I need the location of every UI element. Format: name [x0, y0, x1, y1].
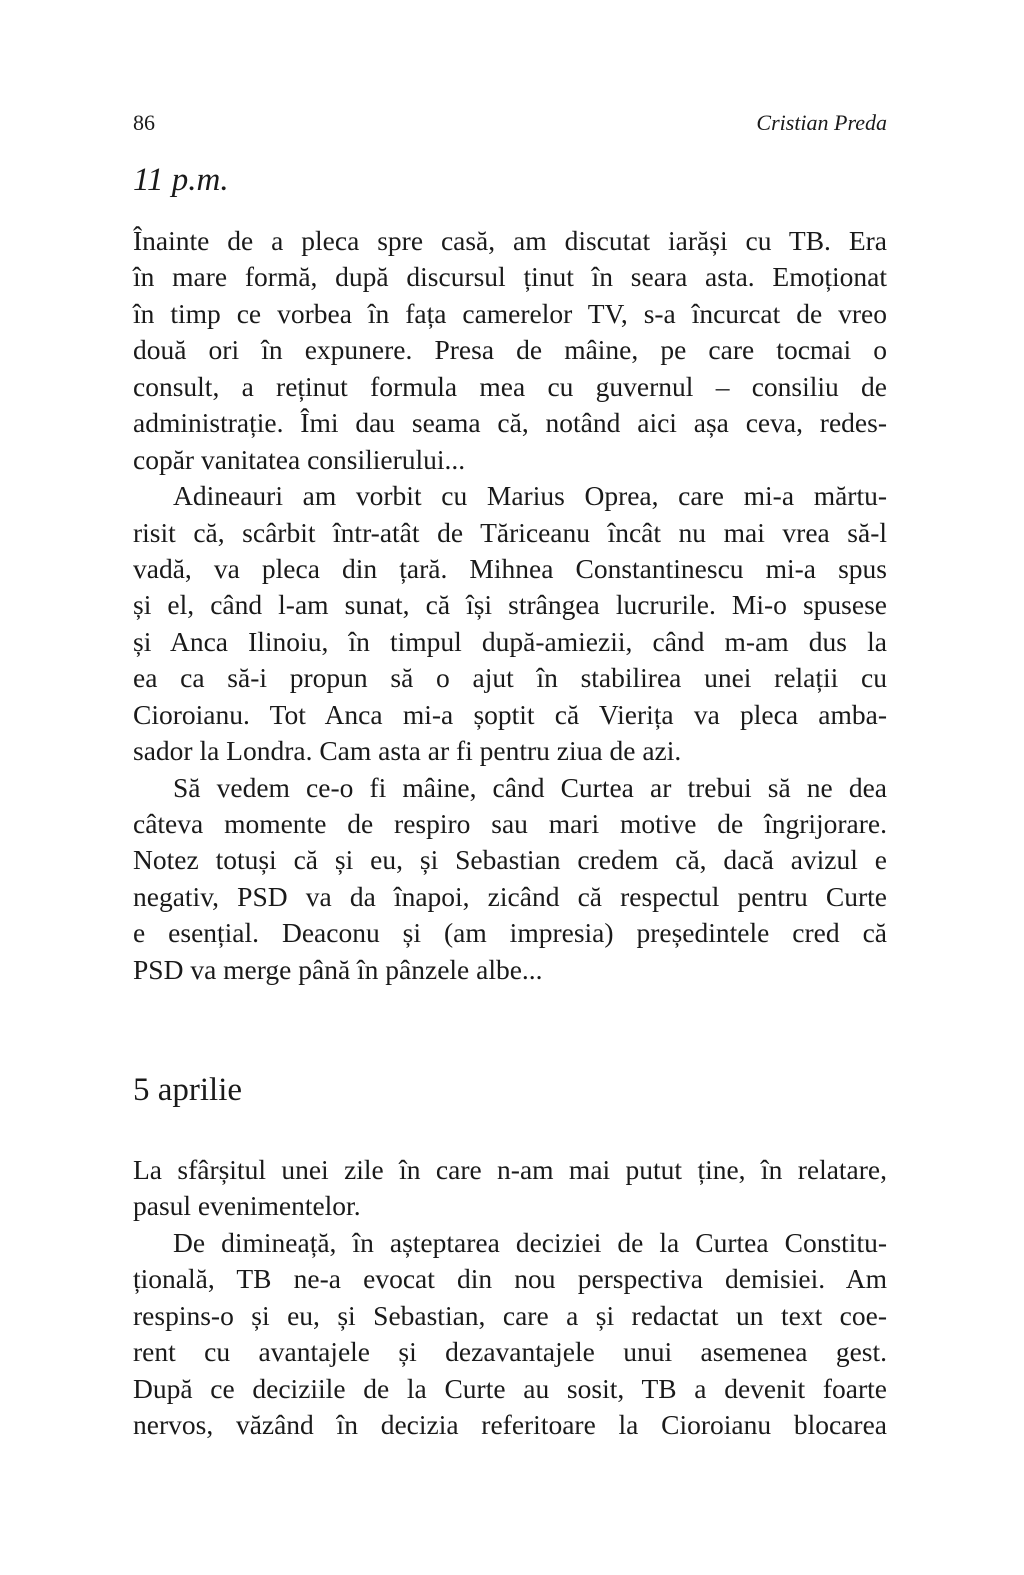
text-line: negativ, PSD va da înapoi, zicând că respectul pentru Curte — [133, 880, 887, 912]
text-line: și el, când l-am sunat, că își strângea lucrurile. Mi-o spusese — [133, 589, 887, 621]
entry-heading-date: 5 aprilie — [133, 1072, 243, 1108]
text-line: Înainte de a pleca spre casă, am discutat iarăși cu TB. Era — [133, 225, 887, 256]
entry-body-5-aprilie — [133, 1152, 887, 1444]
running-header-author: Cristian Preda — [756, 110, 887, 135]
text-line: câteva momente de respiro sau mari motive de îngrijorare. — [133, 808, 887, 839]
text-line: vadă, va pleca din țară. Mihnea Constantinescu mi-a spus — [133, 552, 887, 584]
text-line: în timp ce vorbea în fața camerelor TV, s-a încurcat de vreo — [133, 297, 887, 329]
text-line: De dimineață, în așteptarea deciziei de la Curtea Constitu- — [173, 1226, 887, 1258]
text-line: e esențial. Deaconu și (am impresia) președintele cred că — [133, 917, 887, 949]
text-line: La sfârșitul unei zile în care n-am mai putut ține, în relatare, — [133, 1154, 887, 1185]
text-line: ea ca să-i propun să o ajut în stabilirea unei relații cu — [133, 662, 887, 694]
text-line: După ce deciziile de la Curte au sosit, TB a devenit foarte — [133, 1372, 887, 1404]
text-line: rent cu avantajele și dezavantajele unui asemenea gest. — [133, 1336, 887, 1368]
text-line: țională, TB ne-a evocat din nou perspectiva demisiei. Am — [133, 1263, 887, 1295]
text-line: nervos, văzând în decizia referitoare la Cioroianu blocarea — [133, 1409, 887, 1441]
entry-body-11pm — [133, 223, 887, 988]
text-line: respins-o și eu, și Sebastian, care a și redactat un text coe- — [133, 1299, 887, 1331]
text-line: două ori în expunere. Presa de mâine, pe care tocmai o — [133, 334, 887, 366]
text-line: Notez totuși că și eu, și Sebastian credem că, dacă avizul e — [133, 844, 887, 876]
text-line: PSD va merge până în pânzele albe... — [133, 953, 543, 985]
entry-heading-time: 11 p.m. — [133, 162, 229, 198]
text-line: copăr vanitatea consilierului... — [133, 443, 466, 475]
text-line: Adineauri am vorbit cu Marius Oprea, care mi-a mărtu- — [173, 480, 887, 512]
text-line: administrație. Îmi dau seama că, notând aici așa ceva, redes- — [133, 407, 887, 439]
text-line: și Anca Ilinoiu, în timpul după-amiezii, când m-am dus la — [133, 625, 887, 657]
text-line: sador la Londra. Cam asta ar fi pentru ziua de azi. — [133, 735, 682, 767]
text-line: pasul evenimentelor. — [133, 1190, 361, 1222]
text-line: risit că, scârbit într-atât de Tăriceanu încât nu mai vrea să-l — [133, 516, 887, 548]
text-line: Cioroianu. Tot Anca mi-a șoptit că Vierița va pleca amba- — [133, 698, 887, 730]
text-line: consult, a reținut formula mea cu guvernul – consiliu de — [133, 370, 887, 402]
page-number: 86 — [133, 110, 155, 135]
text-line: în mare formă, după discursul ținut în seara asta. Emoționat — [133, 261, 887, 293]
text-line: Să vedem ce-o fi mâine, când Curtea ar trebui să ne dea — [173, 771, 887, 803]
